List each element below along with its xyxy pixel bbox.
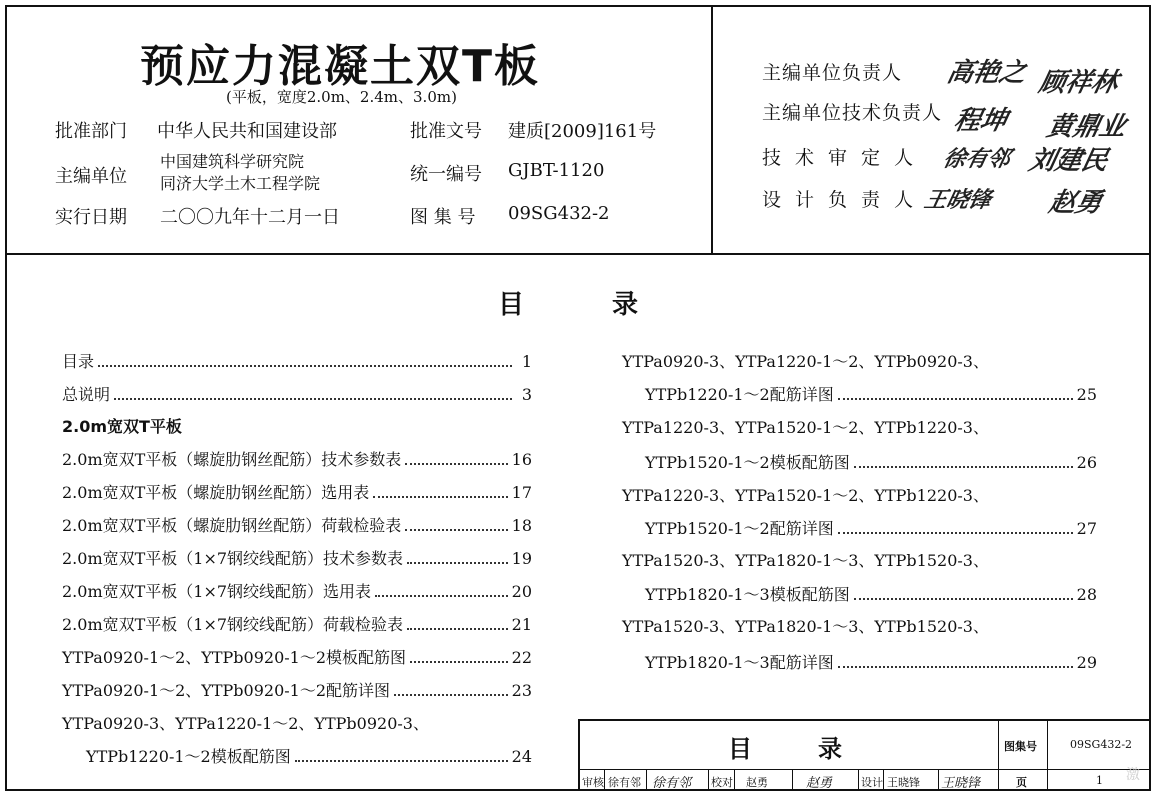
toc-entry-text: YTPb1820-1～3模板配筋图 <box>645 585 850 604</box>
toc-entry-page: 24 <box>511 747 532 766</box>
approval-dept-label: 批准部门 <box>55 121 127 142</box>
title-block-review-sign: 徐有邻 <box>652 776 692 791</box>
toc-entry-page: 25 <box>1076 385 1097 404</box>
toc-entry-page: 16 <box>511 450 532 469</box>
unified-no: GJBT-1120 <box>508 160 605 181</box>
toc-entry[interactable] <box>645 650 1097 673</box>
atlas-no: 09SG432-2 <box>508 203 610 224</box>
signature-name: 黄鼎业 <box>1044 112 1129 142</box>
toc-entry-text: YTPa1520-3、YTPa1820-1～3、YTPb1520-3、 <box>622 617 989 636</box>
signature-divider <box>711 5 713 254</box>
toc-entry-text: YTPb1520-1～2模板配筋图 <box>645 453 850 472</box>
title-block-vline <box>938 769 939 790</box>
signature-name: 王晓锋 <box>921 187 994 213</box>
title-block-page-value: 1 <box>1096 774 1103 787</box>
toc-leader <box>394 694 508 696</box>
toc-entry[interactable] <box>622 483 1102 506</box>
editor-unit-label: 主编单位 <box>55 166 127 187</box>
toc-entry[interactable] <box>86 744 532 767</box>
unified-no-label: 统一编号 <box>410 164 482 185</box>
editor-unit-1: 中国建筑科学研究院 <box>160 152 305 171</box>
toc-entry[interactable] <box>62 546 532 569</box>
toc-entry-text: YTPb1820-1～3配筋详图 <box>645 653 834 672</box>
sig-label-tech-chief: 主编单位技术负责人 <box>762 102 943 124</box>
toc-entry-page: 21 <box>511 615 532 634</box>
toc-entry-page: 26 <box>1076 453 1097 472</box>
title-block-vline <box>604 769 605 790</box>
toc-entry-text: YTPa0920-1～2、YTPb0920-1～2配筋详图 <box>62 681 391 700</box>
toc-entry-page: 28 <box>1076 585 1097 604</box>
toc-leader <box>407 562 508 564</box>
toc-entry-page: 1 <box>521 352 532 371</box>
toc-entry-page: 20 <box>511 582 532 601</box>
toc-entry-text: YTPa1220-3、YTPa1520-1～2、YTPb1220-3、 <box>622 418 989 437</box>
toc-leader <box>854 598 1073 600</box>
signature-name: 高艳之 <box>944 58 1029 88</box>
toc-entry-page: 22 <box>511 648 532 667</box>
signature-name: 刘建民 <box>1026 146 1111 176</box>
toc-entry[interactable] <box>62 579 532 602</box>
toc-entry-text: YTPa0920-3、YTPa1220-1～2、YTPb0920-3、 <box>622 352 989 371</box>
toc-entry-text: YTPb1220-1～2模板配筋图 <box>86 747 291 766</box>
toc-entry-text: 2.0m宽双T平板 <box>62 417 182 436</box>
sig-label-design-chief: 设计负责人 <box>762 189 928 211</box>
title-block-page-label: 页 <box>1016 776 1027 789</box>
toc-entry[interactable] <box>645 582 1097 605</box>
toc-entry-text: 目录 <box>62 352 95 371</box>
toc-entry[interactable] <box>645 516 1097 539</box>
toc-entry[interactable] <box>645 382 1097 405</box>
toc-leader <box>838 398 1073 400</box>
approval-doc-label: 批准文号 <box>410 121 482 142</box>
title-block-review-label: 审核 <box>582 776 604 789</box>
title-block-main-left: 目 <box>728 735 754 763</box>
toc-entry[interactable] <box>622 415 1102 438</box>
toc-entry[interactable] <box>62 480 532 503</box>
toc-entry-text: 2.0m宽双T平板（螺旋肋钢丝配筋）选用表 <box>62 483 370 502</box>
document-title: 预应力混凝土双T板 <box>140 41 541 92</box>
toc-entry-text: YTPb1520-1～2配筋详图 <box>645 519 834 538</box>
toc-entry[interactable] <box>622 349 1102 372</box>
title-block <box>578 719 1149 790</box>
title-block-check-label: 校对 <box>711 776 733 789</box>
signature-name: 程坤 <box>951 106 1010 136</box>
toc-entry[interactable] <box>62 382 532 405</box>
toc-entry[interactable] <box>622 614 1102 637</box>
toc-title-left: 目 <box>498 290 525 320</box>
title-block-design-sign: 王晓锋 <box>941 776 981 791</box>
toc-leader <box>410 661 508 663</box>
toc-entry[interactable] <box>62 513 532 536</box>
document-subtitle: (平板，宽度2.0m、2.4m、3.0m) <box>226 88 457 106</box>
title-block-vline <box>883 769 884 790</box>
toc-entry[interactable] <box>62 678 532 701</box>
toc-entry[interactable] <box>62 645 532 668</box>
toc-leader <box>375 595 508 597</box>
toc-leader <box>405 463 507 465</box>
title-block-main-right: 录 <box>818 735 844 763</box>
toc-leader <box>114 398 512 400</box>
title-block-check-name: 赵勇 <box>746 776 768 789</box>
title-block-check-sign: 赵勇 <box>806 776 833 791</box>
toc-entry-page: 27 <box>1076 519 1097 538</box>
toc-entry-text: 2.0m宽双T平板（1×7钢绞线配筋）荷载检验表 <box>62 615 404 634</box>
toc-leader <box>838 666 1073 668</box>
title-block-hline <box>580 769 1149 770</box>
toc-entry-text: YTPa0920-3、YTPa1220-1～2、YTPb0920-3、 <box>62 714 429 733</box>
toc-leader <box>295 760 508 762</box>
approval-dept: 中华人民共和国建设部 <box>157 121 337 142</box>
approval-doc: 建质[2009]161号 <box>508 121 657 142</box>
effective-date-label: 实行日期 <box>55 207 127 228</box>
toc-entry[interactable] <box>622 548 1102 571</box>
title-block-vline <box>998 721 999 790</box>
title-block-atlas-value: 09SG432-2 <box>1070 738 1133 751</box>
toc-entry-page: 23 <box>511 681 532 700</box>
signature-name: 赵勇 <box>1046 188 1105 218</box>
toc-entry-text: YTPa0920-1～2、YTPb0920-1～2模板配筋图 <box>62 648 407 667</box>
toc-entry[interactable] <box>62 447 532 470</box>
toc-entry[interactable] <box>645 450 1097 473</box>
signature-name: 顾祥林 <box>1036 68 1121 98</box>
toc-entry[interactable] <box>62 711 532 734</box>
toc-entry-page: 29 <box>1076 653 1097 672</box>
title-block-design-label: 设计 <box>861 776 883 789</box>
title-block-atlas-label: 图集号 <box>1004 740 1037 753</box>
toc-entry-page: 18 <box>511 516 532 535</box>
header-divider <box>5 253 1151 255</box>
title-block-vline <box>734 769 735 790</box>
toc-leader <box>854 466 1073 468</box>
toc-entry-page: 17 <box>511 483 532 502</box>
title-block-vline <box>646 769 647 790</box>
title-block-vline <box>792 769 793 790</box>
sig-label-tech-review: 技术审定人 <box>762 147 928 169</box>
toc-entry[interactable] <box>62 612 532 635</box>
title-block-design-name: 王晓锋 <box>887 776 920 789</box>
toc-entry-page: 3 <box>521 385 532 404</box>
title-block-vline <box>1047 721 1048 790</box>
title-block-vline <box>708 769 709 790</box>
title-block-review-name: 徐有邻 <box>608 776 641 789</box>
toc-leader <box>407 628 508 630</box>
editor-unit-2: 同济大学土木工程学院 <box>160 174 321 193</box>
toc-title-right: 录 <box>612 290 639 320</box>
toc-entry-page: 19 <box>511 549 532 568</box>
toc-leader <box>405 529 507 531</box>
toc-section-heading[interactable] <box>62 414 532 437</box>
toc-entry-text: 2.0m宽双T平板（1×7钢绞线配筋）选用表 <box>62 582 372 601</box>
sig-label-chief-editor: 主编单位负责人 <box>762 62 903 84</box>
signature-name: 徐有邻 <box>940 146 1013 172</box>
toc-leader <box>373 496 507 498</box>
effective-date: 二〇〇九年十二月一日 <box>160 207 340 228</box>
toc-leader <box>98 365 512 367</box>
atlas-no-label: 图 集 号 <box>410 207 476 228</box>
toc-entry-text: YTPa1520-3、YTPa1820-1～3、YTPb1520-3、 <box>622 551 989 570</box>
toc-leader <box>838 532 1073 534</box>
toc-entry-text: 2.0m宽双T平板（螺旋肋钢丝配筋）荷载检验表 <box>62 516 402 535</box>
toc-entry-text: 2.0m宽双T平板（螺旋肋钢丝配筋）技术参数表 <box>62 450 402 469</box>
watermark: 激 <box>1126 767 1140 783</box>
toc-entry-text: YTPb1220-1～2配筋详图 <box>645 385 834 404</box>
toc-entry-text: 总说明 <box>62 385 111 404</box>
toc-entry-text: 2.0m宽双T平板（1×7钢绞线配筋）技术参数表 <box>62 549 404 568</box>
toc-entry[interactable] <box>62 349 532 372</box>
toc-entry-text: YTPa1220-3、YTPa1520-1～2、YTPb1220-3、 <box>622 486 989 505</box>
title-block-vline <box>858 769 859 790</box>
